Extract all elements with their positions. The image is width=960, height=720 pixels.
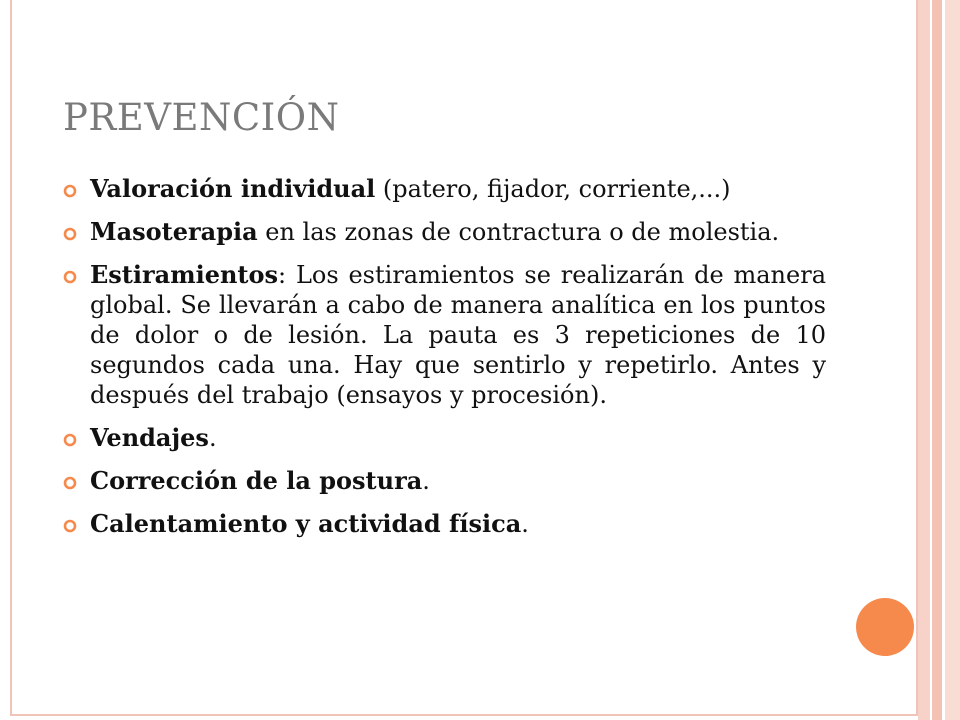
slide-title: PREVENCIÓN xyxy=(63,96,340,139)
bullet-item xyxy=(60,260,826,410)
bullet-bold-text: Vendajes xyxy=(90,423,209,452)
bullet-bold-text: Calentamiento y actividad física xyxy=(90,509,522,538)
bullet-text: : Los estiramientos se realizarán de manera global. Se llevarán a cabo de manera analítica en los puntos de dolor o de lesión. La pauta es 3 repeticiones de 10 segundos cada una. Hay que sentirlo y repetirlo. Antes y después del trabajo (ensayos y procesión). xyxy=(90,261,826,409)
bullet-text: . xyxy=(521,510,529,538)
bullet-list xyxy=(60,174,826,552)
bullet-text: . xyxy=(422,467,430,495)
bullet-item xyxy=(60,217,826,247)
bullet-item xyxy=(60,509,826,539)
bullet-bold-text: Corrección de la postura xyxy=(90,466,423,495)
bullet-text: en las zonas de contractura o de molestia. xyxy=(257,218,780,246)
decorative-stripe xyxy=(945,0,960,720)
bullet-item xyxy=(60,423,826,453)
bullet-bold-text: Valoración individual xyxy=(90,174,376,203)
bullet-text: (patero, fijador, corriente,...) xyxy=(375,175,731,203)
bullet-item xyxy=(60,174,826,204)
decorative-stripe xyxy=(918,0,930,720)
bullet-text: . xyxy=(208,424,217,452)
accent-circle xyxy=(856,598,914,656)
bullet-bold-text: Masoterapia xyxy=(90,217,258,246)
decorative-stripe xyxy=(932,0,942,720)
bullet-bold-text: Estiramientos xyxy=(90,260,279,289)
bullet-item xyxy=(60,466,826,496)
